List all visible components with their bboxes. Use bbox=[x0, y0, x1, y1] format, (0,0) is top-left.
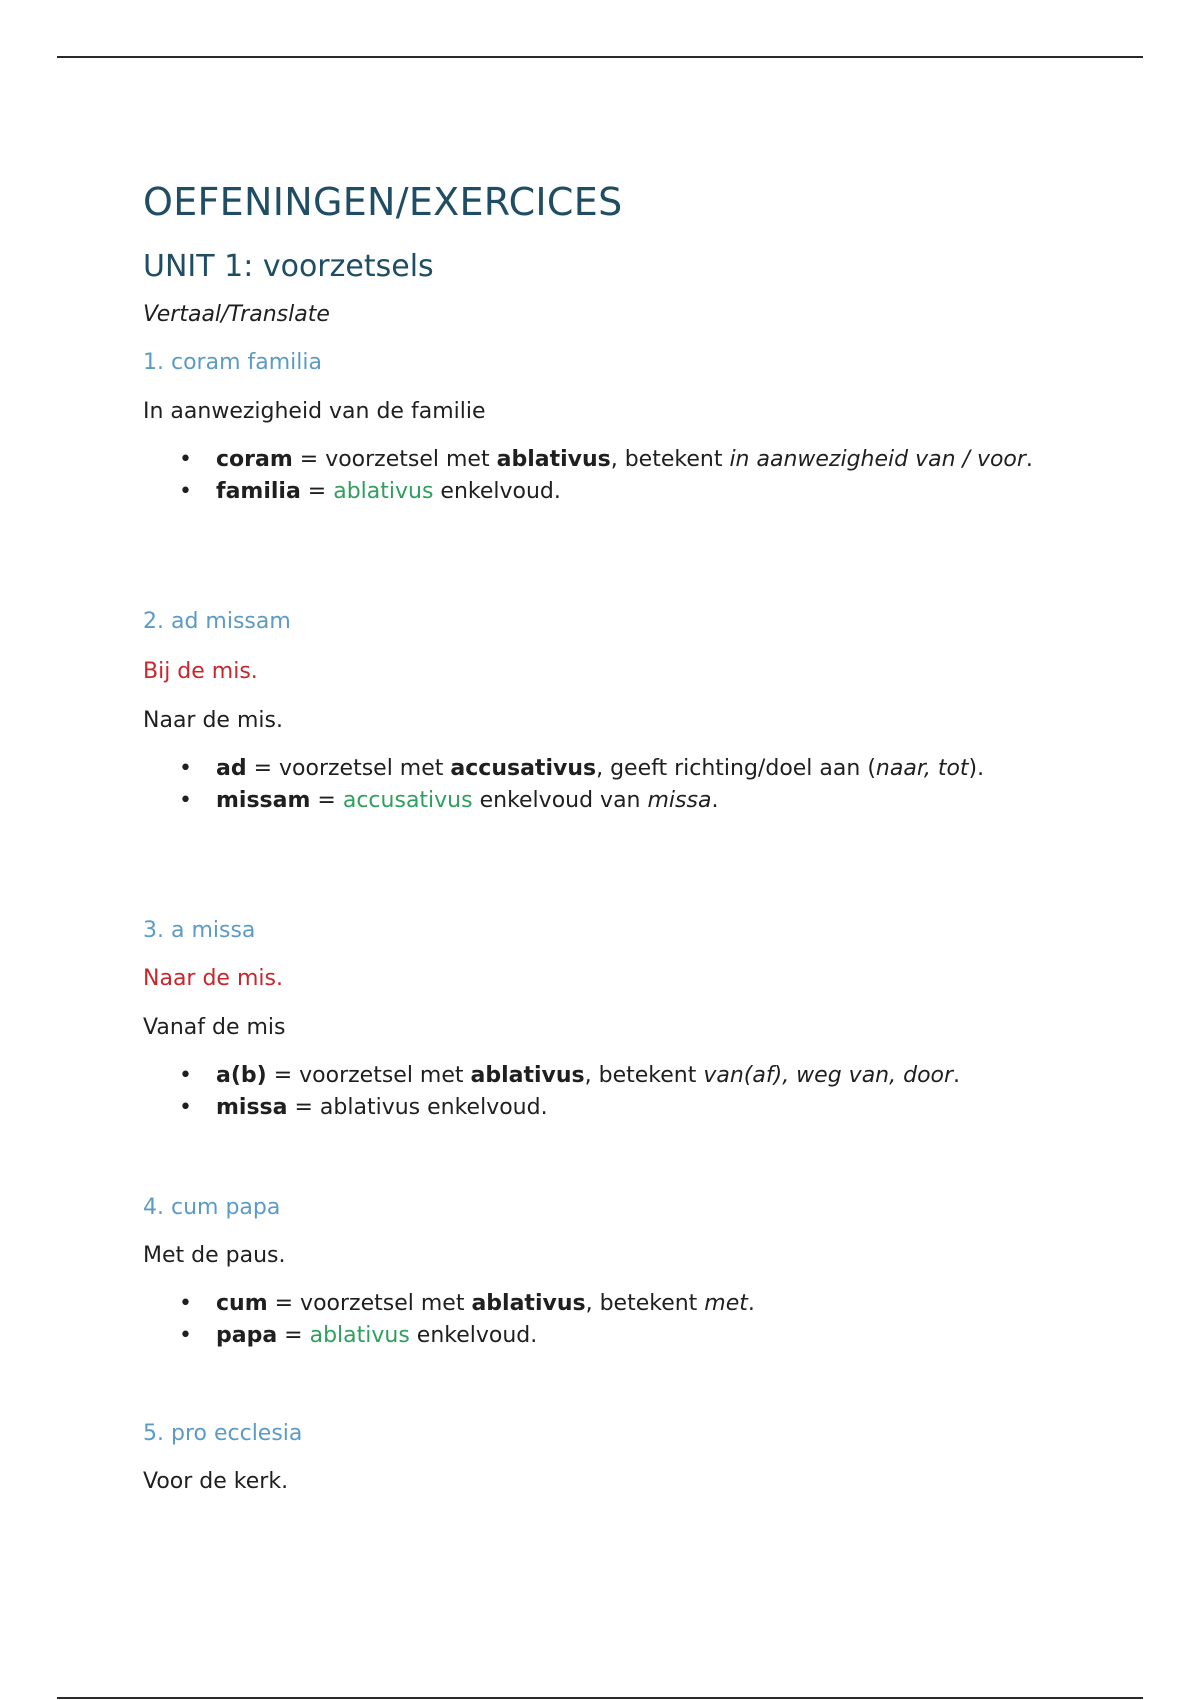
bullet-icon: • bbox=[179, 447, 192, 472]
header-rule bbox=[57, 56, 1143, 58]
note-text: = ablativus enkelvoud. bbox=[287, 1095, 548, 1120]
exercise-5-answer: Voor de kerk. bbox=[143, 1469, 289, 1494]
meaning-text: naar, tot bbox=[875, 756, 969, 781]
list-item bbox=[143, 476, 1063, 508]
exercise-4-heading: 4. cum papa bbox=[143, 1195, 281, 1220]
note-text: enkelvoud. bbox=[433, 479, 561, 504]
exercise-3-heading: 3. a missa bbox=[143, 918, 256, 943]
note-text: ). bbox=[968, 756, 985, 781]
list-item bbox=[143, 1060, 1063, 1092]
exercise-1-heading: 1. coram familia bbox=[143, 350, 322, 375]
exercise-2-incorrect-answer: Bij de mis. bbox=[143, 659, 258, 684]
list-item bbox=[143, 1288, 1063, 1320]
latin-term: ad bbox=[216, 756, 247, 781]
exercise-3-notes bbox=[143, 1060, 1063, 1124]
list-item bbox=[143, 1320, 1063, 1352]
exercise-1-answer: In aanwezigheid van de familie bbox=[143, 399, 486, 424]
note-text: , geeft richting/doel aan ( bbox=[596, 756, 876, 781]
exercise-1-notes bbox=[143, 444, 1063, 508]
latin-term: familia bbox=[216, 479, 301, 504]
latin-word: missa bbox=[647, 788, 712, 813]
note-text: , betekent bbox=[585, 1291, 705, 1316]
footer-rule bbox=[57, 1697, 1143, 1699]
bullet-icon: • bbox=[179, 788, 192, 813]
note-text: . bbox=[711, 788, 719, 813]
bullet-icon: • bbox=[179, 1095, 192, 1120]
exercise-2-answer: Naar de mis. bbox=[143, 708, 283, 733]
case-name-highlight: ablativus bbox=[309, 1323, 410, 1348]
case-name: ablativus bbox=[471, 1291, 586, 1316]
note-text: . bbox=[747, 1291, 755, 1316]
list-item bbox=[143, 444, 1063, 476]
note-text: = voorzetsel met bbox=[267, 1291, 472, 1316]
case-name-highlight: accusativus bbox=[342, 788, 473, 813]
latin-term: missa bbox=[216, 1095, 288, 1120]
latin-term: missam bbox=[216, 788, 311, 813]
list-item bbox=[143, 1092, 1063, 1124]
note-text: . bbox=[1025, 447, 1033, 472]
exercise-3-incorrect-answer: Naar de mis. bbox=[143, 966, 283, 991]
case-name-highlight: ablativus bbox=[333, 479, 434, 504]
latin-term: coram bbox=[216, 447, 293, 472]
case-name: ablativus bbox=[496, 447, 611, 472]
note-text: . bbox=[953, 1063, 961, 1088]
note-text: = bbox=[310, 788, 343, 813]
meaning-text: van(af), weg van, door bbox=[703, 1063, 954, 1088]
exercise-2-notes bbox=[143, 753, 1063, 817]
bullet-icon: • bbox=[179, 1323, 192, 1348]
latin-term: cum bbox=[216, 1291, 268, 1316]
note-text: = bbox=[300, 479, 334, 504]
note-text: = voorzetsel met bbox=[246, 756, 451, 781]
exercise-3-answer: Vanaf de mis bbox=[143, 1015, 286, 1040]
exercise-2-heading: 2. ad missam bbox=[143, 609, 291, 634]
note-text: = voorzetsel met bbox=[266, 1063, 471, 1088]
meaning-text: met bbox=[704, 1291, 748, 1316]
unit-heading: UNIT 1: voorzetsels bbox=[143, 249, 434, 284]
note-text: = bbox=[277, 1323, 310, 1348]
meaning-text: in aanwezigheid van / voor bbox=[729, 447, 1026, 472]
latin-term: a(b) bbox=[216, 1063, 267, 1088]
bullet-icon: • bbox=[179, 479, 192, 504]
list-item bbox=[143, 753, 1063, 785]
bullet-icon: • bbox=[179, 1291, 192, 1316]
exercise-4-notes bbox=[143, 1288, 1063, 1352]
list-item bbox=[143, 785, 1063, 817]
exercise-4-answer: Met de paus. bbox=[143, 1243, 286, 1268]
note-text: , betekent bbox=[584, 1063, 704, 1088]
note-text: = voorzetsel met bbox=[292, 447, 497, 472]
instruction-subtitle: Vertaal/Translate bbox=[143, 302, 330, 327]
note-text: enkelvoud van bbox=[472, 788, 648, 813]
latin-term: papa bbox=[216, 1323, 278, 1348]
case-name: accusativus bbox=[450, 756, 597, 781]
case-name: ablativus bbox=[470, 1063, 585, 1088]
bullet-icon: • bbox=[179, 1063, 192, 1088]
note-text: , betekent bbox=[610, 447, 730, 472]
bullet-icon: • bbox=[179, 756, 192, 781]
note-text: enkelvoud. bbox=[409, 1323, 538, 1348]
exercise-5-heading: 5. pro ecclesia bbox=[143, 1421, 303, 1446]
page-title: OEFENINGEN/EXERCICES bbox=[143, 180, 623, 224]
